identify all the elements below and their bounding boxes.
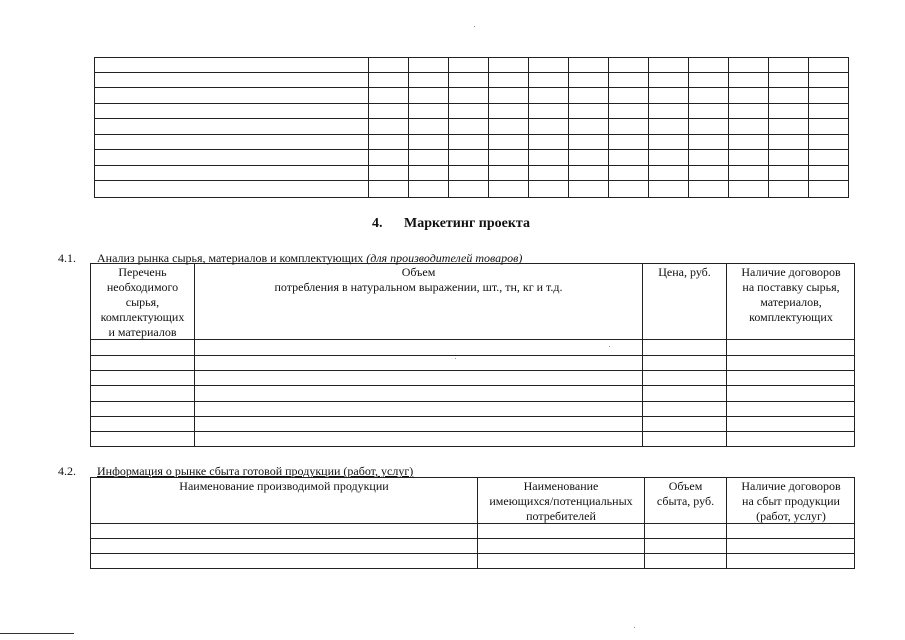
header-line: Наличие договоров xyxy=(741,265,841,279)
header-line: Наименование производимой продукции xyxy=(179,479,389,493)
subsection-1-number: 4.1. xyxy=(58,251,76,265)
header-line: комплектующих xyxy=(749,310,833,324)
subsection-1-note: (для производителей товаров) xyxy=(366,251,523,265)
sales-header-contracts xyxy=(727,479,855,524)
section-title: Маркетинг проекта xyxy=(404,216,530,231)
header-line: потребителей xyxy=(526,509,596,523)
scan-speck xyxy=(609,346,610,347)
header-line: материалов, xyxy=(760,295,822,309)
header-line: Перечень xyxy=(118,265,167,279)
sales-header-volume xyxy=(645,479,726,509)
scan-speck xyxy=(634,627,635,628)
scan-speck xyxy=(455,358,456,359)
section-number: 4. xyxy=(372,216,383,231)
header-line: сбыта, руб. xyxy=(656,494,715,508)
header-line: Наименование xyxy=(523,479,599,493)
sales-header-consumers xyxy=(478,479,644,524)
sales-header-product xyxy=(91,479,477,494)
header-line: Объем xyxy=(401,265,436,279)
subsection-1-title-text: Анализ рынка сырья, материалов и комплектующих xyxy=(97,251,364,265)
header-line: и материалов xyxy=(108,325,177,339)
footer-rule xyxy=(0,633,74,634)
header-line: на сбыт продукции xyxy=(742,494,840,508)
header-line: имеющихся/потенциальных xyxy=(489,494,633,508)
subsection-2-number: 4.2. xyxy=(58,464,76,478)
header-line: на поставку сырья, xyxy=(742,280,840,294)
header-line: потребления в натуральном выражении, шт., тн, кг и т.д. xyxy=(274,280,563,294)
header-line: Наличие договоров xyxy=(741,479,841,493)
header-line: необходимого xyxy=(106,280,179,294)
header-line: сырья, xyxy=(125,295,160,309)
header-line: комплектующих xyxy=(100,310,185,324)
header-line: Цена, руб. xyxy=(658,265,711,279)
header-line: Объем xyxy=(668,479,703,493)
header-line: (работ, услуг) xyxy=(756,509,826,523)
scan-speck xyxy=(474,26,475,27)
subsection-2-title: Информация о рынке сбыта готовой продукции (работ, услуг) xyxy=(97,464,414,478)
